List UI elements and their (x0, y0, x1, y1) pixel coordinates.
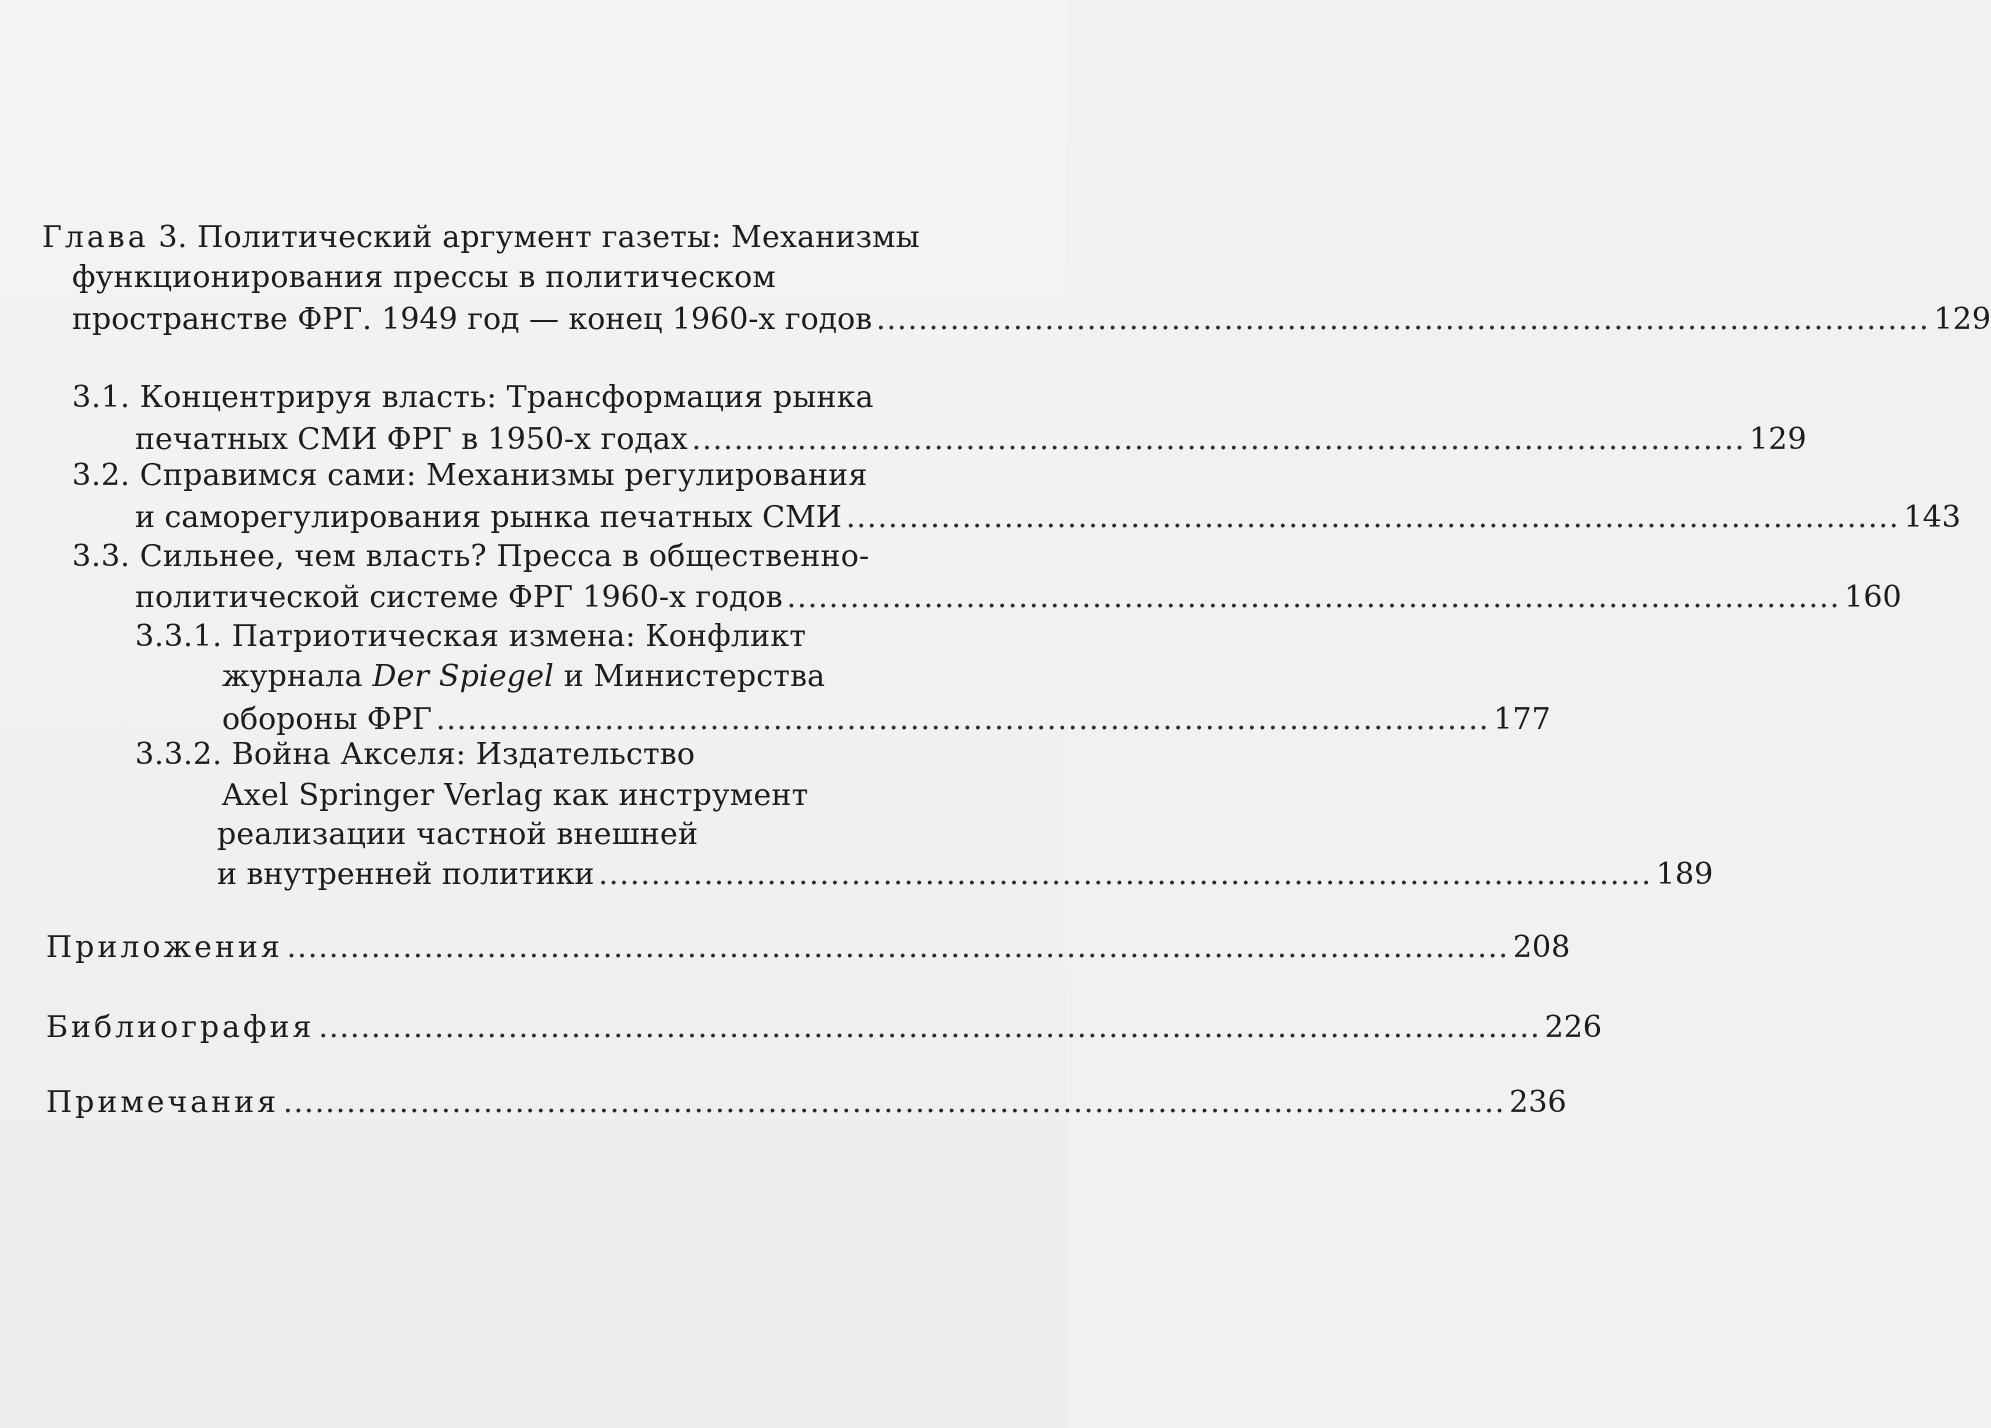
section-3-1-page-number: 129 (1749, 422, 1807, 457)
section-3-2-entry[interactable] (135, 498, 1961, 538)
chapter3-title-start: Политический аргумент газеты: Механизмы (197, 220, 920, 255)
section-3-3-1-line2 (222, 657, 825, 697)
chapter3-line1 (42, 218, 920, 258)
leader-dots: .................................................................................................... (876, 302, 1930, 337)
chapter3-line3: пространстве ФРГ. 1949 год — конец 1960-х годов (72, 302, 873, 337)
section-3-3-2-page-number: 189 (1655, 857, 1714, 892)
notes-label: Примечания (46, 1085, 280, 1120)
section-3-3-entry[interactable] (135, 578, 1902, 618)
chapter3-number: 3. (148, 220, 198, 255)
leader-dots: .................................................................................................... (786, 580, 1841, 615)
leader-dots: .................................................................................................... (598, 857, 1652, 892)
section-3-3-line2: политической системе ФРГ 1960-х годов (135, 580, 783, 615)
section-3-3-1-line2-start: журнала (222, 659, 373, 694)
bibliography-page-number: 226 (1544, 1010, 1602, 1045)
section-3-3-2-entry[interactable] (217, 855, 1714, 895)
section-3-2-line2: и саморегулирования рынка печатных СМИ (135, 500, 842, 535)
section-3-3-page-number: 160 (1844, 580, 1902, 615)
section-3-3-line1: 3.3. Сильнее, чем власть? Пресса в общественно- (72, 539, 870, 574)
chapter3-line2: функционирования прессы в политическом (72, 260, 776, 295)
section-3-2-page-number: 143 (1903, 500, 1961, 535)
chapter3-entry[interactable] (72, 300, 1991, 340)
section-3-3-2-line3: реализации частной внешней (217, 817, 699, 852)
section-3-3-2-line1: 3.3.2. Война Акселя: Издательство (135, 737, 696, 772)
section-3-1-line2: печатных СМИ ФРГ в 1950-х годах (135, 422, 688, 457)
section-3-3-2-line4: и внутренней политики (217, 857, 595, 892)
leader-dots: .................................................................................................... (845, 500, 1900, 535)
notes-page-number: 236 (1509, 1085, 1567, 1120)
appendix-entry[interactable] (46, 928, 1571, 968)
leader-dots: .................................................................................................................... (286, 930, 1509, 965)
section-3-3-1-entry[interactable] (222, 700, 1551, 740)
section-3-3-1-page-number: 177 (1493, 702, 1551, 737)
leader-dots: .................................................................................................... (435, 702, 1490, 737)
der-spiegel-title: Der Spiegel (372, 659, 554, 694)
section-3-3-1-line1: 3.3.1. Патриотическая измена: Конфликт (135, 619, 807, 654)
appendix-label: Приложения (46, 930, 283, 965)
section-3-3-1-line3: обороны ФРГ (222, 702, 432, 737)
section-3-1-entry[interactable] (135, 420, 1807, 460)
appendix-page-number: 208 (1512, 930, 1571, 965)
bibliography-label: Библиография (46, 1010, 315, 1045)
section-3-2-line1: 3.2. Справимся сами: Механизмы регулирования (72, 458, 868, 493)
bibliography-entry[interactable] (46, 1008, 1602, 1048)
leader-dots: .................................................................................................................... (283, 1085, 1506, 1120)
notes-entry[interactable] (46, 1083, 1567, 1123)
chapter3-prefix: Глава (42, 220, 149, 255)
section-3-3-2-line2: Axel Springer Verlag как инструмент (222, 778, 809, 813)
chapter3-page-number: 129 (1933, 302, 1991, 337)
leader-dots: .................................................................................................... (691, 422, 1746, 457)
section-3-1-line1: 3.1. Концентрируя власть: Трансформация рынка (72, 380, 874, 415)
leader-dots: .................................................................................................................... (318, 1010, 1541, 1045)
section-3-3-1-line2-end: и Министерства (553, 659, 826, 694)
